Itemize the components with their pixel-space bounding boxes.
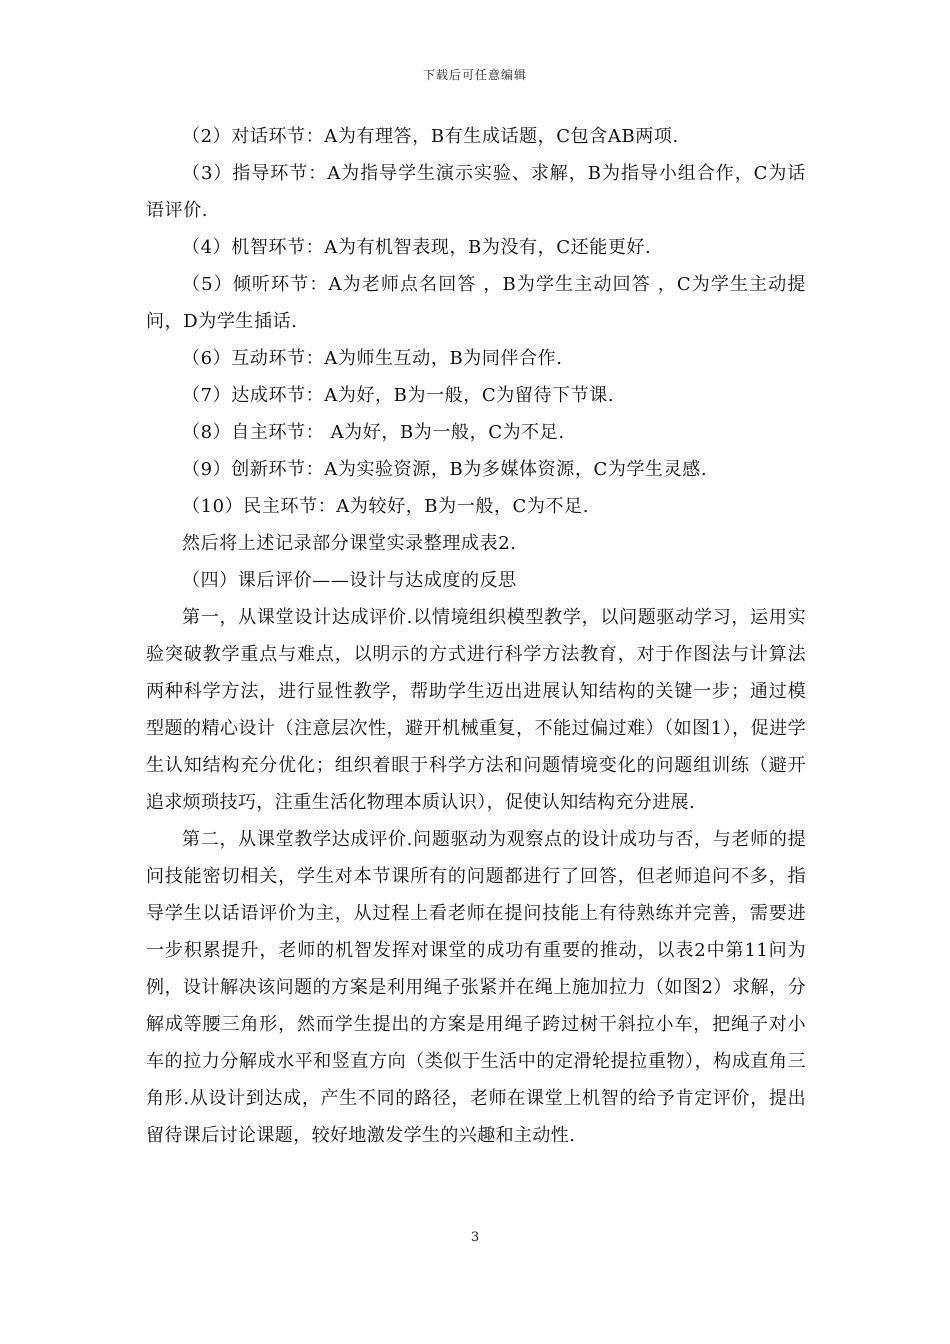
paragraph-dialogue: （2）对话环节：A为有理答，B有生成话题，C包含AB两项. xyxy=(182,126,679,147)
paragraph-listening: （5）倾听环节：A为老师点名回答 ，B为学生主动回答 ，C为学生主动提问，D为学生插话. xyxy=(146,274,806,332)
paragraph-achievement: （7）达成环节：A为好，B为一般，C为留待下节课. xyxy=(182,385,615,406)
page-number: 3 xyxy=(470,1230,480,1245)
paragraph-interaction: （6）互动环节：A为师生互动，B为同伴合作. xyxy=(182,348,563,369)
paragraph-first: 第一，从课堂设计达成评价.以情境组织模型教学，以问题驱动学习，运用实验突破教学重点与难点，以明示的方式进行科学方法教育，对于作图法与计算法两种科学方法，进行显性教学，帮助学生迈出进展认知结构的关键一步；通过模型题的精心设计（注意层次性，避开机械重复，不能过偏过难）（如图1），促进学生认知结构充分优化；组织着眼于科学方法和问题情境变化的问题组训练（避开追求烦琐技巧，注重生活化物理本质认识），促使认知结构充分进展. xyxy=(146,607,806,813)
paragraph-wit: （4）机智环节：A为有机智表现，B为没有，C还能更好. xyxy=(182,237,652,258)
paragraph-guidance: （3）指导环节：A为指导学生演示实验、求解，B为指导小组合作，C为话语评价. xyxy=(146,163,806,221)
page-header: 下载后可任意编辑 xyxy=(422,68,527,82)
paragraph-democracy: （10）民主环节：A为较好，B为一般，C为不足. xyxy=(182,496,590,517)
section-heading: （四）课后评价——设计与达成度的反思 xyxy=(182,570,517,591)
paragraph-innovation: （9）创新环节：A为实验资源，B为多媒体资源，C为学生灵感. xyxy=(182,459,708,480)
paragraph-table-note: 然后将上述记录部分课堂实录整理成表2. xyxy=(182,533,517,554)
document-body xyxy=(146,118,806,1154)
paragraph-second: 第二，从课堂教学达成评价.问题驱动为观察点的设计成功与否，与老师的提问技能密切相关，学生对本节课所有的问题都进行了回答，但老师追问不多，指导学生以话语评价为主，从过程上看老师在提问技能上有待熟练并完善，需要进一步积累提升，老师的机智发挥对课堂的成功有重要的推动，以表2中第11问为例，设计解决该问题的方案是利用绳子张紧并在绳上施加拉力（如图2）求解，分解成等腰三角形，然而学生提出的方案是用绳子跨过树干斜拉小车，把绳子对小车的拉力分解成水平和竖直方向（类似于生活中的定滑轮提拉重物），构成直角三角形.从设计到达成，产生不同的路径，老师在课堂上机智的给予肯定评价，提出留待课后讨论课题，较好地激发学生的兴趣和主动性. xyxy=(146,829,806,1146)
paragraph-autonomy: （8）自主环节： A为好，B为一般，C为不足. xyxy=(182,422,565,443)
